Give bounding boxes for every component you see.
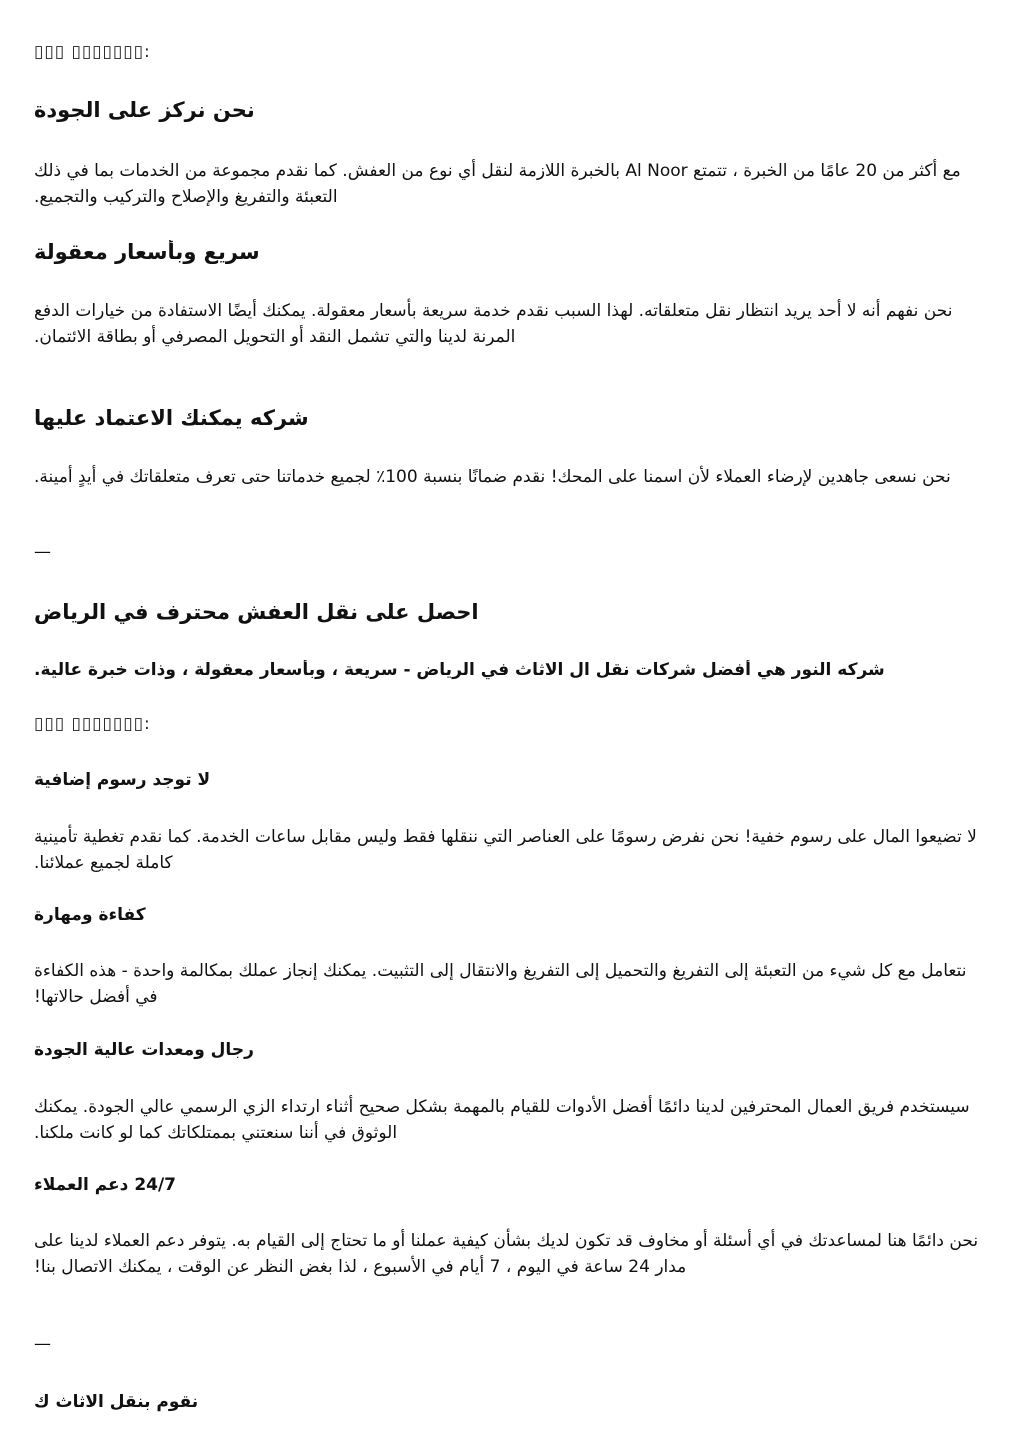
section2-item2-text: نتعامل مع كل شيء من التعبئة إلى التفريغ والتحميل إلى التفريغ والانتقال إلى التثبيت. يمكنك إنجاز عملك بمكالمة واحدة - هذه الكفاءة في أفضل حالاتها!: [34, 961, 967, 1007]
section1-heading-unrendered: ▯▯▯ ▯▯▯▯▯▯▯:: [34, 42, 151, 62]
section2-item3-title: رجال ومعدات عالية الجودة: [34, 1040, 254, 1060]
divider: —: [34, 1334, 51, 1354]
section2-heading-unrendered: ▯▯▯ ▯▯▯▯▯▯▯:: [34, 714, 151, 734]
section1-item2-title: سريع وبأسعار معقولة: [34, 240, 260, 264]
section1-item3-text: نحن نسعى جاهدين لإرضاء العملاء لأن اسمنا على المحك! نقدم ضمانًا بنسبة 100٪ لجميع خدماتنا حتى تعرف متعلقاتك في أيدٍ أمينة.: [34, 467, 951, 487]
section2-item1-title: لا توجد رسوم إضافية: [34, 770, 211, 790]
footer-heading: نقوم بنقل الاثاث ك: [34, 1392, 199, 1412]
section1-item3-title: شركه يمكنك الاعتماد عليها: [34, 406, 309, 430]
section2-title: احصل على نقل العفش محترف في الرياض: [34, 600, 479, 624]
section2-item1-text: لا تضيعوا المال على رسوم خفية! نحن نفرض رسومًا على العناصر التي ننقلها فقط وليس مقابل ساعات الخدمة. كما نقدم تغطية تأمينية كاملة لجميع عملائنا.: [34, 827, 977, 873]
section1-item2-text: نحن نفهم أنه لا أحد يريد انتظار نقل متعلقاته. لهذا السبب نقدم خدمة سريعة بأسعار معقولة. يمكنك أيضًا الاستفادة من خيارات الدفع المرنة لدينا والتي تشمل النقد أو التحويل المصرفي أو بطاقة الائتمان.: [34, 301, 953, 347]
section2-item2-title: كفاءة ومهارة: [34, 905, 146, 925]
section2-tagline: شركه النور هي أفضل شركات نقل ال الاثاث في الرياض - سريعة ، وبأسعار معقولة ، وذات خبرة عالية.: [34, 660, 885, 680]
section1-item1-text: مع أكثر من 20 عامًا من الخبرة ، تتمتع Al Noor بالخبرة اللازمة لنقل أي نوع من العفش. كما نقدم مجموعة من الخدمات بما في ذلك التعبئة والتفريغ والإصلاح والتركيب والتجميع.: [34, 161, 961, 207]
section1-item1-title: نحن نركز على الجودة: [34, 98, 255, 122]
divider: —: [34, 542, 51, 562]
section2-item4-text: نحن دائمًا هنا لمساعدتك في أي أسئلة أو مخاوف قد تكون لديك بشأن كيفية عملنا أو ما تحتاج إلى القيام به. يتوفر دعم العملاء لدينا على مدار 24 ساعة في اليوم ، 7 أيام في الأسبوع ، لذا بغض النظر عن الوقت ، يمكنك الاتصال بنا!: [34, 1231, 979, 1277]
section2-item4-title: 24/7 دعم العملاء: [34, 1175, 177, 1195]
section2-item3-text: سيستخدم فريق العمال المحترفين لدينا دائمًا أفضل الأدوات للقيام بالمهمة بشكل صحيح أثناء ارتداء الزي الرسمي عالي الجودة. يمكنك الوثوق في أننا سنعتني بممتلكاتك كما لو كانت ملكنا.: [34, 1097, 970, 1143]
